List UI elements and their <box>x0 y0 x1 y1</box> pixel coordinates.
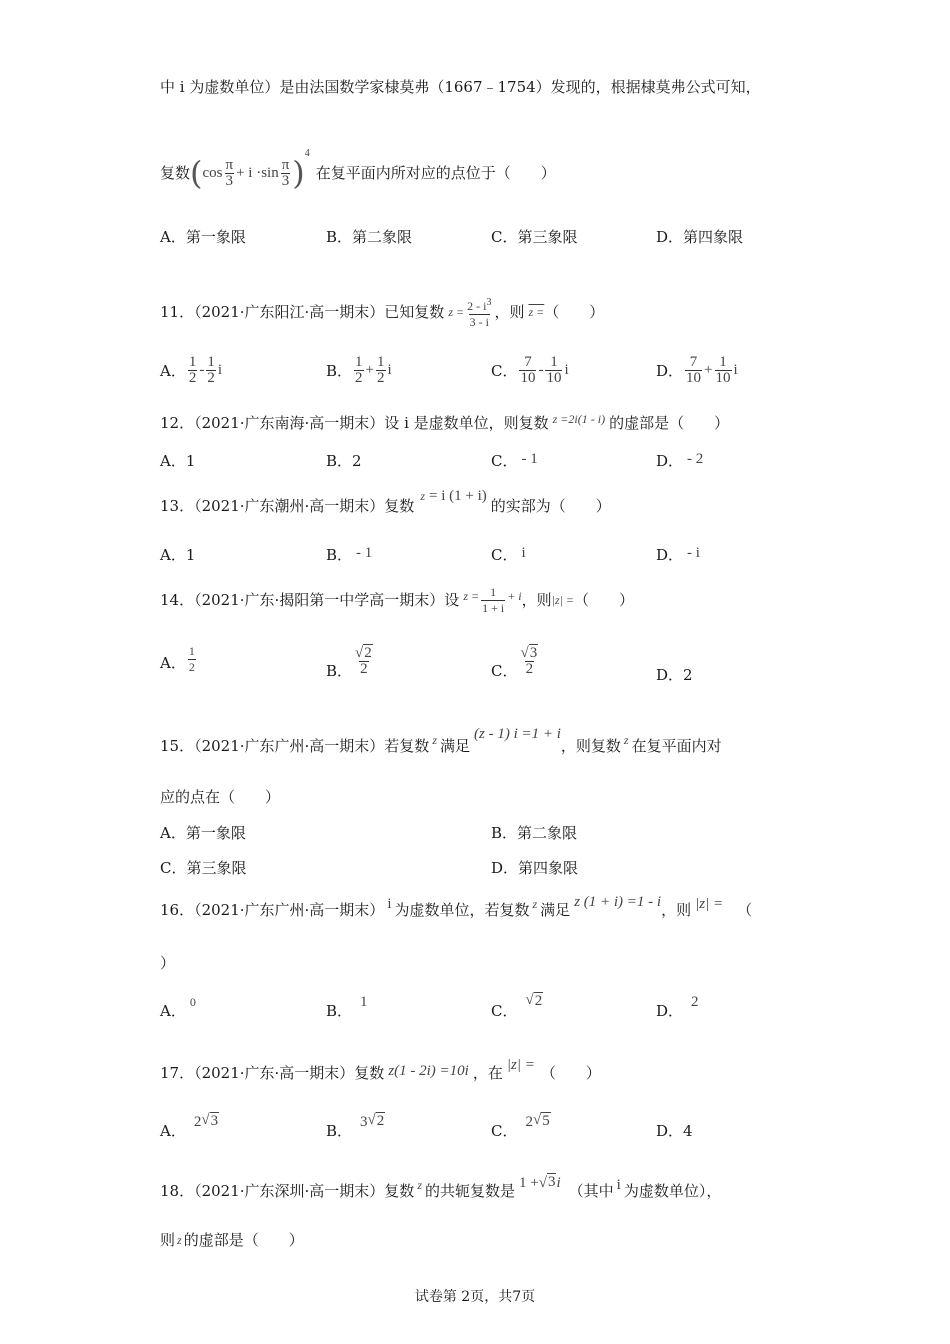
q16-option-b[interactable]: B． 1 <box>326 994 368 1020</box>
q15-option-a[interactable]: A．第一象限 <box>160 824 246 842</box>
q16-z: z <box>532 897 538 911</box>
q16-mid1: 为虚数单位，若复数 <box>394 901 530 919</box>
q13-option-b[interactable]: B． - 1 <box>326 545 373 564</box>
q10-option-b[interactable]: B．第二象限 <box>326 228 413 246</box>
q18-mid2: （其中 <box>568 1182 614 1200</box>
q15-head: 15．（2021·广东广州·高一期末）若复数 <box>160 737 430 755</box>
q13-option-d[interactable]: D． - i <box>656 545 700 564</box>
q13-expr: = i (1 + i) <box>428 488 487 504</box>
q11-tail: （ ） <box>544 303 605 321</box>
q10-line2 <box>160 148 556 198</box>
q18-i: i <box>556 1175 561 1191</box>
question-16 <box>160 895 752 925</box>
q18-mid1: 的共轭复数是 <box>424 1182 515 1200</box>
q16-line2: ） <box>160 954 176 972</box>
q14-z: z = <box>463 589 480 603</box>
q16-option-c[interactable]: C．√ 2 <box>491 992 543 1020</box>
q17-option-a[interactable]: A． 2√ 3 <box>160 1112 219 1140</box>
q18-tail: 为虚数单位）， <box>623 1182 722 1200</box>
q14-option-a[interactable]: A． $\frac{1}{2}$ <box>160 644 195 674</box>
q18-head: 18．（2021·广东深圳·高一期末）复数 <box>160 1182 415 1200</box>
q10-option-a[interactable]: A．第一象限 <box>160 228 246 246</box>
q13-option-c[interactable]: C． i <box>491 545 526 564</box>
q11-head: 11．（2021·广东阳江·高一期末）已知复数 <box>160 303 445 321</box>
q14-option-d[interactable]: D．2 <box>656 666 693 684</box>
q16-option-d[interactable]: D． 2 <box>656 994 699 1020</box>
q15-option-d[interactable]: D．第四象限 <box>491 859 579 877</box>
q16-head: 16．（2021·广东广州·高一期末） <box>160 901 385 919</box>
q16-expr: z (1 + i) =1 - i <box>574 894 662 910</box>
q18-sqrt: √ 3 <box>538 1174 556 1191</box>
q12-option-a[interactable]: A．1 <box>160 452 196 470</box>
q17-expr: z(1 - 2i) =10i <box>388 1063 469 1079</box>
q14-tail: （ ） <box>574 591 635 609</box>
q17-abs: |z| = <box>506 1057 535 1073</box>
q16-tail: （ <box>737 901 753 919</box>
q12-expr: z =2i(1 - i) <box>552 412 606 426</box>
pi-over-3-fraction-2: $\frac{\pi}{3}$ <box>281 156 290 189</box>
q10-line1: 中 i 为虚数单位）是由法国数学家棣莫弗（1667﹣1754）发现的，根据棣莫弗公式可知， <box>160 78 761 96</box>
q16-abs: |z| = <box>695 896 724 912</box>
q14-fraction: $\frac{1}{1 + i}$ <box>482 584 505 615</box>
q17-head: 17．（2021·广东·高一期末）复数 <box>160 1064 385 1082</box>
q17-mid: ，在 <box>472 1064 503 1082</box>
q13-z: z <box>420 489 425 503</box>
q15-z2: z <box>623 733 629 747</box>
q14-head: 14．（2021·广东·揭阳第一中学高一期末）设 <box>160 591 460 609</box>
q11-fraction: $\frac{2 - i^3}{3 - i}$ <box>467 296 492 329</box>
q11-option-a[interactable]: A． $\frac{1}{2}$ - $\frac{1}{2}$ i <box>160 354 223 386</box>
q18-line2: 则 z 的虚部是（ ） <box>160 1231 304 1249</box>
q12-option-d[interactable]: D． - 2 <box>656 451 704 470</box>
page-footer: 试卷第 2页，共7页 <box>414 1289 536 1305</box>
q11-zbar: z = <box>528 305 545 319</box>
q15-option-b[interactable]: B．第二象限 <box>491 824 578 842</box>
q15-expr: (z - 1) i =1 + i <box>474 726 561 742</box>
q11-option-b[interactable]: B． $\frac{1}{2}$ + $\frac{1}{2}$ i <box>326 354 392 386</box>
q11-option-c[interactable]: C． $\frac{7}{10}$ - $\frac{1}{10}$ i <box>491 354 569 386</box>
q18-one-plus: 1 + <box>519 1175 539 1191</box>
q16-i: i <box>387 896 392 912</box>
q14-abs: |z| = <box>551 593 575 607</box>
q15-z: z <box>432 733 437 747</box>
q15-mid2: ，则复数 <box>560 737 621 755</box>
q18-i2: i <box>616 1177 621 1193</box>
q12-head: 12．（2021·广东南海·高一期末）设 i 是虚数单位，则复数 <box>160 414 549 432</box>
q15-mid1: 满足 <box>439 737 470 755</box>
q12-tail: 的虚部是（ ） <box>609 414 730 432</box>
pi-over-3-fraction: $\frac{\pi}{3}$ <box>225 156 234 189</box>
question-14 <box>160 580 634 620</box>
q10-option-c[interactable]: C．第三象限 <box>491 228 578 246</box>
q17-option-d[interactable]: D．4 <box>656 1122 693 1140</box>
q17-option-b[interactable]: B． 3√ 2 <box>326 1112 385 1140</box>
q10-tail: 在复平面内所对应的点位于（ ） <box>315 164 556 182</box>
q12-option-c[interactable]: C． - 1 <box>491 451 538 470</box>
q18-z: z <box>417 1178 422 1192</box>
q13-tail: 的实部为（ ） <box>490 497 611 515</box>
q15-tail: 在复平面内对 <box>631 737 722 755</box>
question-15 <box>160 728 722 764</box>
q11-option-d[interactable]: D． $\frac{7}{10}$ + $\frac{1}{10}$ i <box>656 354 738 386</box>
q12-option-b[interactable]: B．2 <box>326 452 362 470</box>
question-18 <box>160 1176 721 1206</box>
q16-mid2: 满足 <box>540 901 571 919</box>
q14-option-c[interactable]: C． $\frac{√3}{2}$ <box>491 644 538 680</box>
q17-option-c[interactable]: C． 2√ 5 <box>491 1112 550 1140</box>
question-12 <box>160 413 729 433</box>
power-4: 4 <box>304 148 310 159</box>
q11-mid: ，则 <box>494 303 525 321</box>
q14-mid: ，则 <box>521 591 552 609</box>
q10-option-d[interactable]: D．第四象限 <box>656 228 744 246</box>
q17-tail: （ ） <box>540 1064 601 1082</box>
question-13 <box>160 488 611 516</box>
q15-line2: 应的点在（ ） <box>160 788 281 806</box>
right-paren: ) <box>292 154 305 192</box>
q14-option-b[interactable]: B． $\frac{√2}{2}$ <box>326 644 372 680</box>
q16-mid3: ，则 <box>661 901 692 919</box>
question-17 <box>160 1058 601 1088</box>
q13-option-a[interactable]: A．1 <box>160 546 196 564</box>
cos-label: cos <box>202 165 223 181</box>
left-paren: ( <box>190 154 203 192</box>
q10-lead: 复数 <box>160 164 191 182</box>
i-sin-label: + i ·sin <box>236 165 279 181</box>
q11-z: z = <box>448 305 465 319</box>
q15-option-c[interactable]: C．第三象限 <box>160 859 247 877</box>
q13-head: 13．（2021·广东潮州·高一期末）复数 <box>160 497 415 515</box>
q16-option-a[interactable]: A． $^0$ <box>160 995 196 1020</box>
question-11 <box>160 292 604 332</box>
q14-plus-i: + i <box>507 589 522 603</box>
